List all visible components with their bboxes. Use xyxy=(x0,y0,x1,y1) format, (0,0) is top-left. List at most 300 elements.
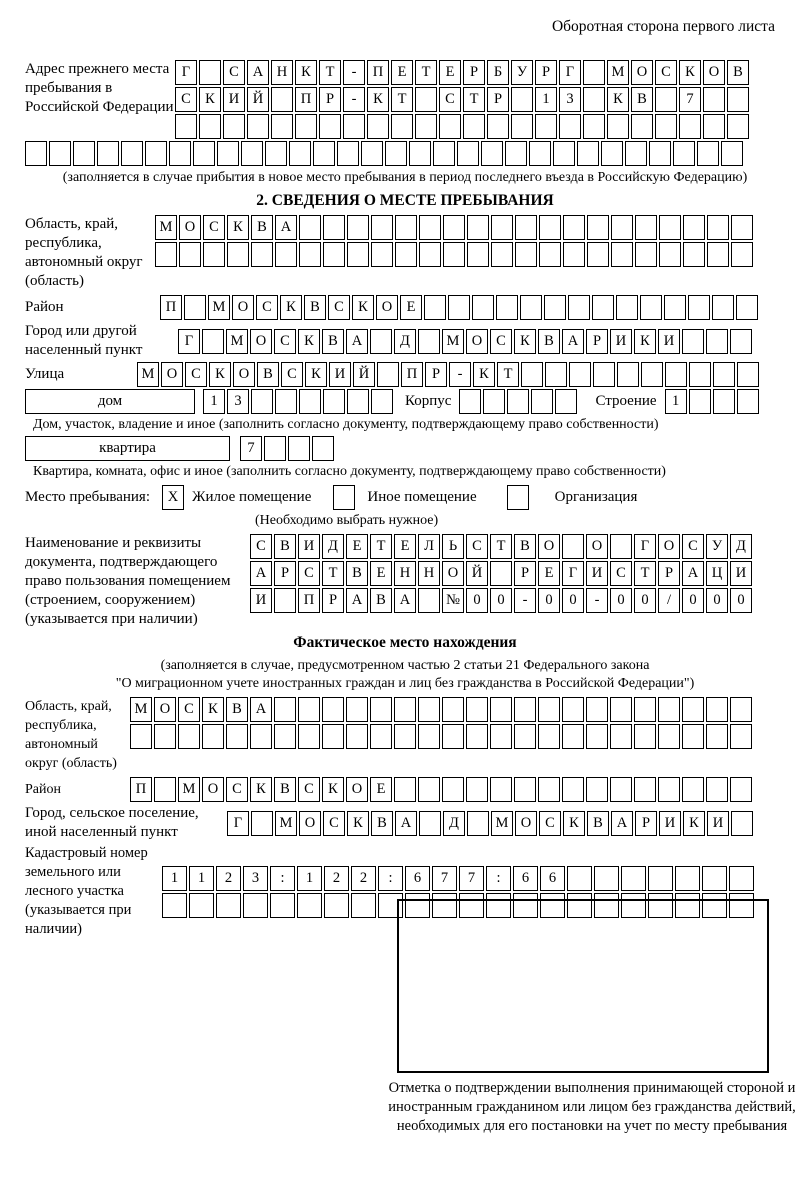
char-cell[interactable] xyxy=(405,893,430,918)
char-cell[interactable]: А xyxy=(346,329,368,354)
char-cell[interactable] xyxy=(394,697,416,722)
char-cell[interactable] xyxy=(25,141,47,166)
char-cell[interactable] xyxy=(298,724,320,749)
char-cell[interactable]: С xyxy=(175,87,197,112)
char-cell[interactable] xyxy=(583,60,605,85)
char-cell[interactable] xyxy=(457,141,479,166)
char-cell[interactable] xyxy=(697,141,719,166)
char-cell[interactable]: Т xyxy=(634,561,656,586)
char-cell[interactable]: 7 xyxy=(459,866,484,891)
char-cell[interactable]: Й xyxy=(247,87,269,112)
char-cell[interactable] xyxy=(223,114,245,139)
char-cell[interactable]: 2 xyxy=(324,866,349,891)
char-cell[interactable]: 0 xyxy=(682,588,704,613)
char-cell[interactable]: М xyxy=(607,60,629,85)
char-cell[interactable]: Г xyxy=(227,811,249,836)
char-cell[interactable] xyxy=(679,114,701,139)
char-cell[interactable]: Е xyxy=(400,295,422,320)
char-cell[interactable]: К xyxy=(322,777,344,802)
char-cell[interactable] xyxy=(731,242,753,267)
char-cell[interactable] xyxy=(250,724,272,749)
char-cell[interactable]: 1 xyxy=(535,87,557,112)
char-cell[interactable] xyxy=(227,242,249,267)
char-cell[interactable]: 0 xyxy=(466,588,488,613)
char-cell[interactable] xyxy=(658,777,680,802)
char-cell[interactable] xyxy=(736,295,758,320)
char-cell[interactable]: К xyxy=(305,362,327,387)
char-cell[interactable] xyxy=(562,534,584,559)
char-cell[interactable] xyxy=(274,724,296,749)
char-cell[interactable]: О xyxy=(202,777,224,802)
char-cell[interactable] xyxy=(567,893,592,918)
char-cell[interactable] xyxy=(706,724,728,749)
char-cell[interactable] xyxy=(702,893,727,918)
char-cell[interactable]: О xyxy=(658,534,680,559)
char-cell[interactable]: Т xyxy=(463,87,485,112)
char-cell[interactable] xyxy=(659,215,681,240)
char-cell[interactable] xyxy=(544,295,566,320)
char-cell[interactable] xyxy=(490,724,512,749)
char-cell[interactable]: С xyxy=(323,811,345,836)
char-cell[interactable] xyxy=(610,724,632,749)
char-cell[interactable] xyxy=(324,893,349,918)
char-cell[interactable]: В xyxy=(631,87,653,112)
char-cell[interactable] xyxy=(625,141,647,166)
char-cell[interactable]: 2 xyxy=(351,866,376,891)
char-cell[interactable] xyxy=(539,242,561,267)
char-cell[interactable]: Р xyxy=(319,87,341,112)
char-cell[interactable]: Т xyxy=(391,87,413,112)
char-cell[interactable]: А xyxy=(250,561,272,586)
char-cell[interactable] xyxy=(370,329,392,354)
char-cell[interactable]: А xyxy=(682,561,704,586)
char-cell[interactable]: П xyxy=(160,295,182,320)
char-cell[interactable] xyxy=(162,893,187,918)
char-cell[interactable] xyxy=(617,362,639,387)
char-cell[interactable]: М xyxy=(491,811,513,836)
char-cell[interactable] xyxy=(531,389,553,414)
char-cell[interactable] xyxy=(226,724,248,749)
char-cell[interactable]: О xyxy=(376,295,398,320)
char-cell[interactable] xyxy=(730,777,752,802)
char-cell[interactable] xyxy=(346,697,368,722)
char-cell[interactable]: 0 xyxy=(730,588,752,613)
char-cell[interactable] xyxy=(202,329,224,354)
char-cell[interactable] xyxy=(199,114,221,139)
char-cell[interactable] xyxy=(49,141,71,166)
char-cell[interactable]: Р xyxy=(586,329,608,354)
char-cell[interactable] xyxy=(538,697,560,722)
char-cell[interactable] xyxy=(731,811,753,836)
char-cell[interactable]: С xyxy=(682,534,704,559)
char-cell[interactable]: Е xyxy=(370,777,392,802)
char-cell[interactable]: П xyxy=(401,362,423,387)
char-cell[interactable]: В xyxy=(257,362,279,387)
char-cell[interactable] xyxy=(514,724,536,749)
char-cell[interactable]: 0 xyxy=(490,588,512,613)
char-cell[interactable] xyxy=(323,389,345,414)
char-cell[interactable]: Т xyxy=(370,534,392,559)
char-cell[interactable]: К xyxy=(227,215,249,240)
char-cell[interactable]: 2 xyxy=(216,866,241,891)
char-cell[interactable]: О xyxy=(538,534,560,559)
char-cell[interactable]: - xyxy=(343,60,365,85)
char-cell[interactable] xyxy=(649,141,671,166)
char-cell[interactable]: С xyxy=(439,87,461,112)
char-cell[interactable]: М xyxy=(226,329,248,354)
char-cell[interactable]: М xyxy=(178,777,200,802)
char-cell[interactable]: Р xyxy=(535,60,557,85)
char-cell[interactable] xyxy=(583,114,605,139)
char-cell[interactable]: М xyxy=(130,697,152,722)
char-cell[interactable] xyxy=(179,242,201,267)
char-cell[interactable]: К xyxy=(202,697,224,722)
char-cell[interactable] xyxy=(490,697,512,722)
char-cell[interactable] xyxy=(648,893,673,918)
char-cell[interactable] xyxy=(655,87,677,112)
char-cell[interactable] xyxy=(538,724,560,749)
char-cell[interactable] xyxy=(377,362,399,387)
char-cell[interactable] xyxy=(702,866,727,891)
char-cell[interactable]: 7 xyxy=(679,87,701,112)
char-cell[interactable]: Р xyxy=(635,811,657,836)
organization-checkbox[interactable] xyxy=(507,485,529,510)
char-cell[interactable] xyxy=(385,141,407,166)
char-cell[interactable] xyxy=(154,724,176,749)
char-cell[interactable] xyxy=(567,866,592,891)
char-cell[interactable] xyxy=(442,777,464,802)
char-cell[interactable] xyxy=(730,724,752,749)
char-cell[interactable]: Д xyxy=(322,534,344,559)
char-cell[interactable] xyxy=(271,114,293,139)
char-cell[interactable] xyxy=(635,242,657,267)
char-cell[interactable]: 6 xyxy=(540,866,565,891)
char-cell[interactable]: С xyxy=(298,777,320,802)
char-cell[interactable] xyxy=(419,242,441,267)
char-cell[interactable] xyxy=(540,893,565,918)
char-cell[interactable] xyxy=(154,777,176,802)
residential-checkbox[interactable]: X xyxy=(162,485,184,510)
char-cell[interactable] xyxy=(264,436,286,461)
char-cell[interactable]: Т xyxy=(497,362,519,387)
char-cell[interactable] xyxy=(313,141,335,166)
char-cell[interactable] xyxy=(432,893,457,918)
char-cell[interactable] xyxy=(319,114,341,139)
char-cell[interactable] xyxy=(370,724,392,749)
char-cell[interactable]: А xyxy=(247,60,269,85)
char-cell[interactable] xyxy=(409,141,431,166)
char-cell[interactable] xyxy=(562,777,584,802)
char-cell[interactable]: Е xyxy=(538,561,560,586)
char-cell[interactable]: Е xyxy=(439,60,461,85)
char-cell[interactable] xyxy=(467,242,489,267)
char-cell[interactable] xyxy=(199,60,221,85)
char-cell[interactable] xyxy=(251,811,273,836)
char-cell[interactable]: С xyxy=(250,534,272,559)
char-cell[interactable] xyxy=(459,389,481,414)
char-cell[interactable] xyxy=(274,588,296,613)
char-cell[interactable]: В xyxy=(727,60,749,85)
char-cell[interactable]: В xyxy=(322,329,344,354)
char-cell[interactable]: О xyxy=(299,811,321,836)
char-cell[interactable] xyxy=(193,141,215,166)
char-cell[interactable] xyxy=(727,114,749,139)
char-cell[interactable] xyxy=(631,114,653,139)
char-cell[interactable]: 3 xyxy=(243,866,268,891)
char-cell[interactable] xyxy=(640,295,662,320)
char-cell[interactable]: 0 xyxy=(562,588,584,613)
char-cell[interactable]: Р xyxy=(463,60,485,85)
char-cell[interactable]: Р xyxy=(514,561,536,586)
char-cell[interactable] xyxy=(521,362,543,387)
char-cell[interactable] xyxy=(586,724,608,749)
char-cell[interactable]: К xyxy=(679,60,701,85)
char-cell[interactable] xyxy=(367,114,389,139)
char-cell[interactable] xyxy=(271,87,293,112)
char-cell[interactable]: В xyxy=(304,295,326,320)
char-cell[interactable] xyxy=(634,697,656,722)
char-cell[interactable]: П xyxy=(298,588,320,613)
char-cell[interactable] xyxy=(270,893,295,918)
char-cell[interactable] xyxy=(610,534,632,559)
char-cell[interactable]: Г xyxy=(634,534,656,559)
char-cell[interactable]: К xyxy=(514,329,536,354)
char-cell[interactable] xyxy=(713,362,735,387)
char-cell[interactable]: Е xyxy=(346,534,368,559)
char-cell[interactable]: М xyxy=(155,215,177,240)
char-cell[interactable] xyxy=(347,389,369,414)
char-cell[interactable]: В xyxy=(587,811,609,836)
char-cell[interactable] xyxy=(731,215,753,240)
char-cell[interactable] xyxy=(706,329,728,354)
char-cell[interactable] xyxy=(418,588,440,613)
char-cell[interactable] xyxy=(721,141,743,166)
char-cell[interactable] xyxy=(641,362,663,387)
char-cell[interactable] xyxy=(439,114,461,139)
char-cell[interactable] xyxy=(299,389,321,414)
char-cell[interactable]: С xyxy=(274,329,296,354)
char-cell[interactable] xyxy=(658,697,680,722)
char-cell[interactable] xyxy=(583,87,605,112)
char-cell[interactable] xyxy=(730,697,752,722)
char-cell[interactable] xyxy=(73,141,95,166)
char-cell[interactable]: 1 xyxy=(203,389,225,414)
char-cell[interactable]: Б xyxy=(487,60,509,85)
char-cell[interactable] xyxy=(216,893,241,918)
char-cell[interactable]: Й xyxy=(353,362,375,387)
char-cell[interactable]: И xyxy=(658,329,680,354)
char-cell[interactable]: О xyxy=(466,329,488,354)
char-cell[interactable] xyxy=(361,141,383,166)
char-cell[interactable]: 0 xyxy=(706,588,728,613)
char-cell[interactable] xyxy=(737,389,759,414)
char-cell[interactable] xyxy=(472,295,494,320)
char-cell[interactable]: Ц xyxy=(706,561,728,586)
char-cell[interactable]: К xyxy=(367,87,389,112)
char-cell[interactable] xyxy=(169,141,191,166)
char-cell[interactable] xyxy=(442,724,464,749)
char-cell[interactable] xyxy=(545,362,567,387)
char-cell[interactable] xyxy=(621,893,646,918)
char-cell[interactable] xyxy=(607,114,629,139)
char-cell[interactable] xyxy=(322,724,344,749)
char-cell[interactable] xyxy=(288,436,310,461)
char-cell[interactable] xyxy=(514,777,536,802)
char-cell[interactable] xyxy=(202,724,224,749)
char-cell[interactable] xyxy=(418,697,440,722)
char-cell[interactable]: О xyxy=(346,777,368,802)
char-cell[interactable] xyxy=(347,215,369,240)
char-cell[interactable] xyxy=(505,141,527,166)
char-cell[interactable]: О xyxy=(442,561,464,586)
char-cell[interactable] xyxy=(467,215,489,240)
char-cell[interactable] xyxy=(611,215,633,240)
char-cell[interactable]: 0 xyxy=(610,588,632,613)
char-cell[interactable]: С xyxy=(655,60,677,85)
char-cell[interactable]: 0 xyxy=(634,588,656,613)
char-cell[interactable]: М xyxy=(442,329,464,354)
char-cell[interactable]: И xyxy=(707,811,729,836)
char-cell[interactable] xyxy=(487,114,509,139)
char-cell[interactable]: И xyxy=(329,362,351,387)
char-cell[interactable] xyxy=(155,242,177,267)
char-cell[interactable] xyxy=(463,114,485,139)
char-cell[interactable] xyxy=(415,87,437,112)
char-cell[interactable] xyxy=(703,114,725,139)
char-cell[interactable] xyxy=(343,114,365,139)
char-cell[interactable] xyxy=(594,893,619,918)
char-cell[interactable]: А xyxy=(611,811,633,836)
char-cell[interactable]: О xyxy=(515,811,537,836)
char-cell[interactable]: О xyxy=(154,697,176,722)
char-cell[interactable] xyxy=(703,87,725,112)
char-cell[interactable]: В xyxy=(370,588,392,613)
char-cell[interactable]: Г xyxy=(178,329,200,354)
char-cell[interactable]: С xyxy=(610,561,632,586)
char-cell[interactable] xyxy=(295,114,317,139)
char-cell[interactable] xyxy=(535,114,557,139)
char-cell[interactable] xyxy=(299,215,321,240)
char-cell[interactable] xyxy=(395,242,417,267)
char-cell[interactable] xyxy=(610,697,632,722)
char-cell[interactable] xyxy=(688,295,710,320)
char-cell[interactable]: - xyxy=(514,588,536,613)
char-cell[interactable] xyxy=(203,242,225,267)
char-cell[interactable]: Г xyxy=(175,60,197,85)
char-cell[interactable] xyxy=(707,242,729,267)
char-cell[interactable]: А xyxy=(275,215,297,240)
char-cell[interactable] xyxy=(675,866,700,891)
char-cell[interactable] xyxy=(634,777,656,802)
char-cell[interactable]: Т xyxy=(490,534,512,559)
char-cell[interactable]: М xyxy=(137,362,159,387)
char-cell[interactable]: К xyxy=(209,362,231,387)
char-cell[interactable] xyxy=(217,141,239,166)
char-cell[interactable]: В xyxy=(346,561,368,586)
char-cell[interactable]: 7 xyxy=(240,436,262,461)
char-cell[interactable]: И xyxy=(250,588,272,613)
char-cell[interactable] xyxy=(559,114,581,139)
char-cell[interactable]: Л xyxy=(418,534,440,559)
char-cell[interactable] xyxy=(251,389,273,414)
char-cell[interactable] xyxy=(727,87,749,112)
char-cell[interactable] xyxy=(511,87,533,112)
char-cell[interactable] xyxy=(322,697,344,722)
char-cell[interactable] xyxy=(371,215,393,240)
char-cell[interactable] xyxy=(145,141,167,166)
char-cell[interactable] xyxy=(673,141,695,166)
char-cell[interactable]: В xyxy=(514,534,536,559)
char-cell[interactable] xyxy=(419,811,441,836)
char-cell[interactable]: А xyxy=(395,811,417,836)
char-cell[interactable]: В xyxy=(538,329,560,354)
char-cell[interactable] xyxy=(682,329,704,354)
char-cell[interactable] xyxy=(712,295,734,320)
char-cell[interactable] xyxy=(611,242,633,267)
char-cell[interactable] xyxy=(395,215,417,240)
char-cell[interactable]: П xyxy=(367,60,389,85)
char-cell[interactable] xyxy=(706,697,728,722)
char-cell[interactable] xyxy=(659,242,681,267)
char-cell[interactable] xyxy=(121,141,143,166)
char-cell[interactable] xyxy=(483,389,505,414)
char-cell[interactable] xyxy=(655,114,677,139)
char-cell[interactable]: О xyxy=(161,362,183,387)
char-cell[interactable]: С xyxy=(539,811,561,836)
char-cell[interactable]: - xyxy=(449,362,471,387)
char-cell[interactable] xyxy=(491,215,513,240)
char-cell[interactable]: 3 xyxy=(227,389,249,414)
char-cell[interactable]: С xyxy=(490,329,512,354)
char-cell[interactable] xyxy=(682,697,704,722)
char-cell[interactable] xyxy=(415,114,437,139)
char-cell[interactable] xyxy=(184,295,206,320)
char-cell[interactable] xyxy=(563,242,585,267)
char-cell[interactable]: М xyxy=(275,811,297,836)
char-cell[interactable] xyxy=(490,777,512,802)
char-cell[interactable]: К xyxy=(295,60,317,85)
char-cell[interactable]: / xyxy=(658,588,680,613)
char-cell[interactable]: С xyxy=(223,60,245,85)
char-cell[interactable] xyxy=(514,697,536,722)
char-cell[interactable] xyxy=(466,724,488,749)
char-cell[interactable]: П xyxy=(130,777,152,802)
char-cell[interactable]: О xyxy=(250,329,272,354)
char-cell[interactable] xyxy=(491,242,513,267)
char-cell[interactable] xyxy=(513,893,538,918)
char-cell[interactable] xyxy=(635,215,657,240)
char-cell[interactable] xyxy=(568,295,590,320)
char-cell[interactable] xyxy=(675,893,700,918)
char-cell[interactable] xyxy=(130,724,152,749)
char-cell[interactable] xyxy=(275,389,297,414)
char-cell[interactable] xyxy=(664,295,686,320)
char-cell[interactable]: П xyxy=(295,87,317,112)
char-cell[interactable] xyxy=(658,724,680,749)
char-cell[interactable] xyxy=(729,866,754,891)
char-cell[interactable]: К xyxy=(250,777,272,802)
char-cell[interactable] xyxy=(587,215,609,240)
char-cell[interactable] xyxy=(189,893,214,918)
char-cell[interactable]: У xyxy=(706,534,728,559)
char-cell[interactable]: 1 xyxy=(297,866,322,891)
char-cell[interactable] xyxy=(486,893,511,918)
char-cell[interactable] xyxy=(467,811,489,836)
char-cell[interactable] xyxy=(466,777,488,802)
char-cell[interactable]: : xyxy=(378,866,403,891)
char-cell[interactable] xyxy=(337,141,359,166)
char-cell[interactable]: А xyxy=(394,588,416,613)
